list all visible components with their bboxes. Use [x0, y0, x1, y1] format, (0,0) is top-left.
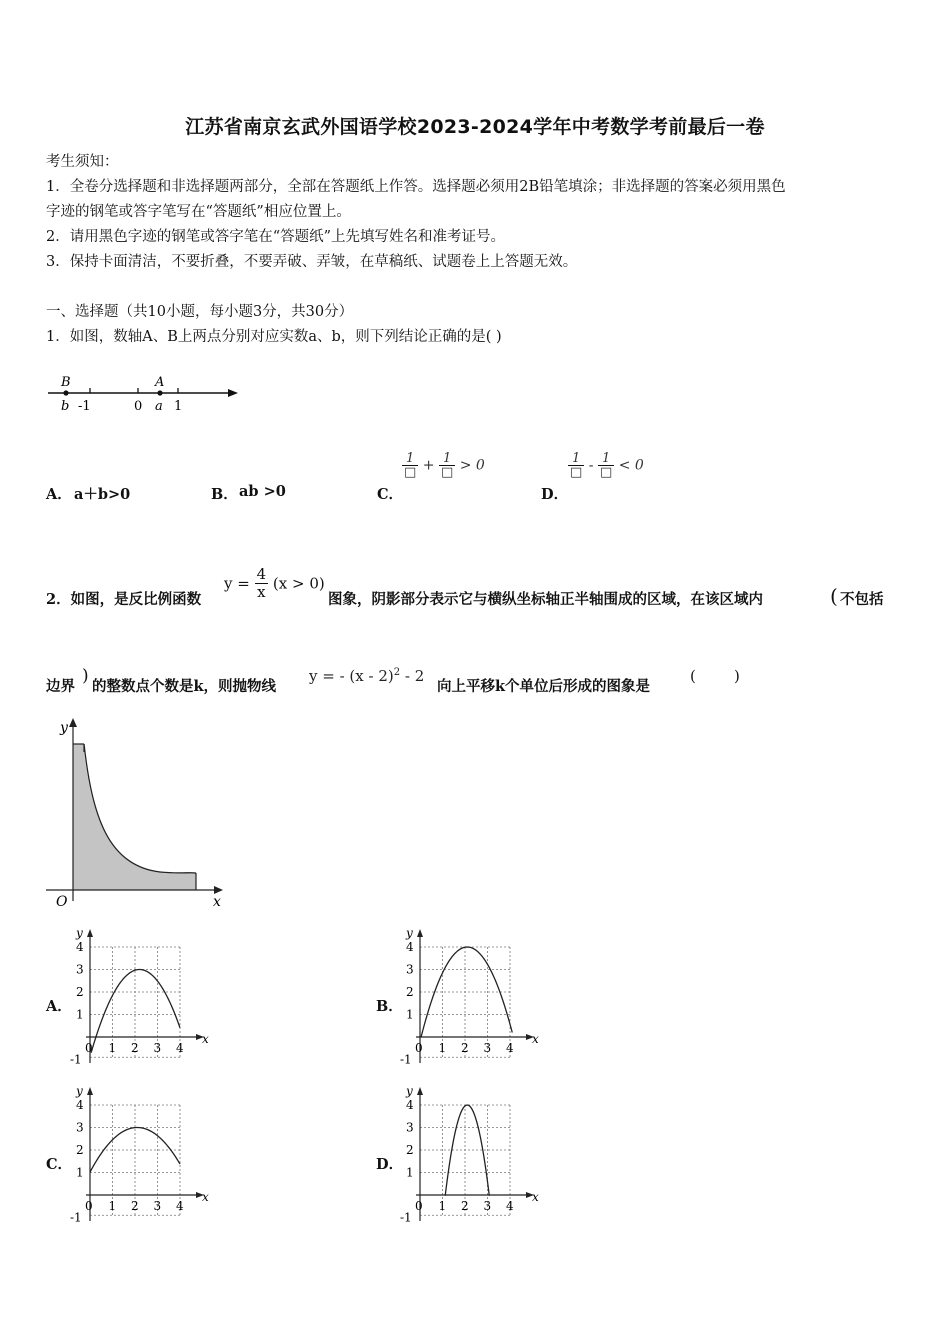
paren-open: ( [830, 584, 838, 608]
question-2-line-2-mid: 的整数点个数是k，则抛物线 [92, 678, 277, 695]
point-b [63, 390, 68, 395]
arrow-up-icon [87, 929, 93, 937]
parabola-expression: y = - (x - 2)$^2$ - 2 [309, 667, 425, 685]
fraction-4-over-x: $\frac{4}{x}$ [256, 565, 267, 601]
q2-option-b-label: B． [376, 998, 403, 1015]
tick-label: 2 [461, 1041, 469, 1055]
tick-label: -1 [400, 1052, 412, 1067]
tick-label: 2 [461, 1199, 469, 1213]
notice-item-1-line-1: 1．全卷分选择题和非选择题两部分，全部在答题纸上作答。选择题必须用2B铅笔填涂；非选择题的答案必须用黑色 [46, 179, 786, 195]
tick-label: 4 [76, 1098, 84, 1112]
arrow-up-icon [417, 929, 423, 937]
option-a-text: a＋b>0 [74, 486, 131, 503]
fraction: $\frac{1}{□}$ [570, 451, 583, 480]
option-b-label: B． [211, 486, 238, 503]
fraction: $\frac{1}{□}$ [599, 451, 613, 480]
question-2-line-1-tail: 不包括 [840, 591, 884, 608]
tick-label: -1 [70, 1210, 82, 1225]
function-expression: y = $\frac{4}{x}$ (x > 0) [224, 565, 325, 601]
tick-label: 1 [76, 1007, 84, 1022]
label-b: b [61, 399, 70, 414]
tick-label: 4 [406, 1098, 414, 1112]
arrow-right-icon [214, 886, 223, 894]
answer-blank: ( ) [690, 667, 740, 685]
label-y: y [406, 1084, 413, 1098]
tick-label: 3 [483, 1199, 492, 1213]
tick-label: 2 [131, 1199, 139, 1213]
question-2-line-1-prefix: 2．如图，是反比例函数 [46, 591, 202, 608]
label-x: x [202, 1190, 209, 1204]
arrow-up-icon [417, 1087, 423, 1095]
tick-label: 4 [506, 1199, 514, 1213]
tick-label: 3 [153, 1041, 162, 1055]
question-2-line-1-body: 图象，阴影部分表示它与横纵坐标轴正半轴围成的区域，在该区域内 [328, 591, 763, 608]
notice-item-3: 3．保持卡面清洁，不要折叠，不要弄破、弄皱，在草稿纸、试题卷上上答题无效。 [46, 254, 578, 270]
tick-label: -1 [400, 1210, 412, 1225]
option-a-label: A． [46, 486, 72, 503]
question-2-line-2-prefix: 边界 [46, 678, 75, 695]
label-one: 1 [174, 399, 183, 414]
label-y: y [76, 1084, 83, 1098]
graph-option-d [398, 1084, 548, 1229]
tick-label: 1 [76, 1165, 84, 1180]
number-line-figure [44, 372, 244, 416]
tick-label: 2 [131, 1041, 139, 1055]
label-x: x [202, 1032, 209, 1046]
arrow-right-icon [228, 389, 238, 397]
tick-label: 1 [438, 1199, 447, 1213]
label-x: x [532, 1032, 539, 1046]
tick-label: 1 [406, 1165, 414, 1180]
question-1-stem: 1．如图，数轴A、B上两点分别对应实数a、b，则下列结论正确的是( ) [46, 329, 502, 345]
option-d-label: D． [541, 486, 569, 503]
notice-heading: 考生须知： [46, 154, 119, 170]
graph-option-c [68, 1084, 218, 1229]
tick-label: 3 [76, 962, 84, 977]
tick-label: 3 [406, 962, 414, 977]
hyperbola-figure [40, 716, 230, 912]
graph-option-a [68, 926, 218, 1071]
option-b-text: ab >0 [239, 483, 286, 500]
arrow-up-icon [69, 718, 77, 727]
question-2-line-2-body: 向上平移k个单位后形成的图象是 [437, 678, 651, 695]
fraction: $\frac{1}{□}$ [404, 451, 417, 480]
q2-option-c-label: C． [46, 1156, 73, 1173]
shaded-region [73, 744, 197, 890]
tick-label: 1 [406, 1007, 414, 1022]
section-heading: 一、选择题（共10小题，每小题3分，共30分） [46, 304, 354, 320]
label-y: y [406, 926, 413, 940]
label-zero: 0 [134, 399, 143, 414]
q2-option-a-label: A． [46, 998, 72, 1015]
notice-item-1-line-2: 字迹的钢笔或答字笔写在“答题纸”相应位置上。 [46, 204, 351, 220]
option-c-label: C． [377, 486, 404, 503]
tick-label: 4 [406, 940, 414, 954]
tick-label: 4 [176, 1199, 184, 1213]
point-a [157, 390, 162, 395]
arrow-up-icon [87, 1087, 93, 1095]
option-c-expression: $\frac{1}{□}$ + $\frac{1}{□}$ > 0 [404, 451, 485, 480]
label-a: a [155, 399, 163, 414]
tick-label: 2 [406, 985, 414, 999]
label-B: B [61, 375, 71, 390]
tick-label: 4 [176, 1041, 184, 1055]
option-d-expression: $\frac{1}{□}$ - $\frac{1}{□}$ < 0 [570, 451, 644, 480]
graph-option-b [398, 926, 548, 1071]
label-x: x [532, 1190, 539, 1204]
tick-label: 2 [76, 1143, 84, 1157]
parabola-curve [421, 947, 512, 1037]
label-minus-one: -1 [78, 399, 91, 414]
tick-label: 1 [438, 1041, 447, 1055]
tick-label: 4 [76, 940, 84, 954]
label-A: A [155, 375, 165, 390]
tick-label: 0 [415, 1041, 423, 1055]
page-title: 江苏省南京玄武外国语学校2023-2024学年中考数学考前最后一卷 [185, 116, 765, 138]
tick-label: 1 [108, 1199, 117, 1213]
tick-label: 4 [506, 1041, 514, 1055]
tick-label: 0 [415, 1199, 423, 1213]
tick-label: 3 [153, 1199, 162, 1213]
label-y: y [76, 926, 83, 940]
tick-label: 0 [85, 1199, 93, 1213]
tick-label: 1 [108, 1041, 117, 1055]
tick-label: 3 [406, 1120, 414, 1135]
notice-item-2: 2．请用黑色字迹的钢笔或答字笔在“答题纸”上先填写姓名和准考证号。 [46, 229, 506, 245]
label-y: y [60, 720, 68, 736]
label-origin: O [56, 894, 68, 910]
parabola-curve [445, 1105, 489, 1196]
tick-label: 3 [76, 1120, 84, 1135]
tick-label: 2 [76, 985, 84, 999]
q2-option-d-label: D． [376, 1156, 404, 1173]
paren-close: ) [82, 666, 89, 686]
tick-label: 2 [406, 1143, 414, 1157]
label-x: x [213, 894, 221, 910]
tick-label: 0 [85, 1041, 93, 1055]
tick-label: -1 [70, 1052, 82, 1067]
tick-label: 3 [483, 1041, 492, 1055]
fraction: $\frac{1}{□}$ [440, 451, 454, 480]
